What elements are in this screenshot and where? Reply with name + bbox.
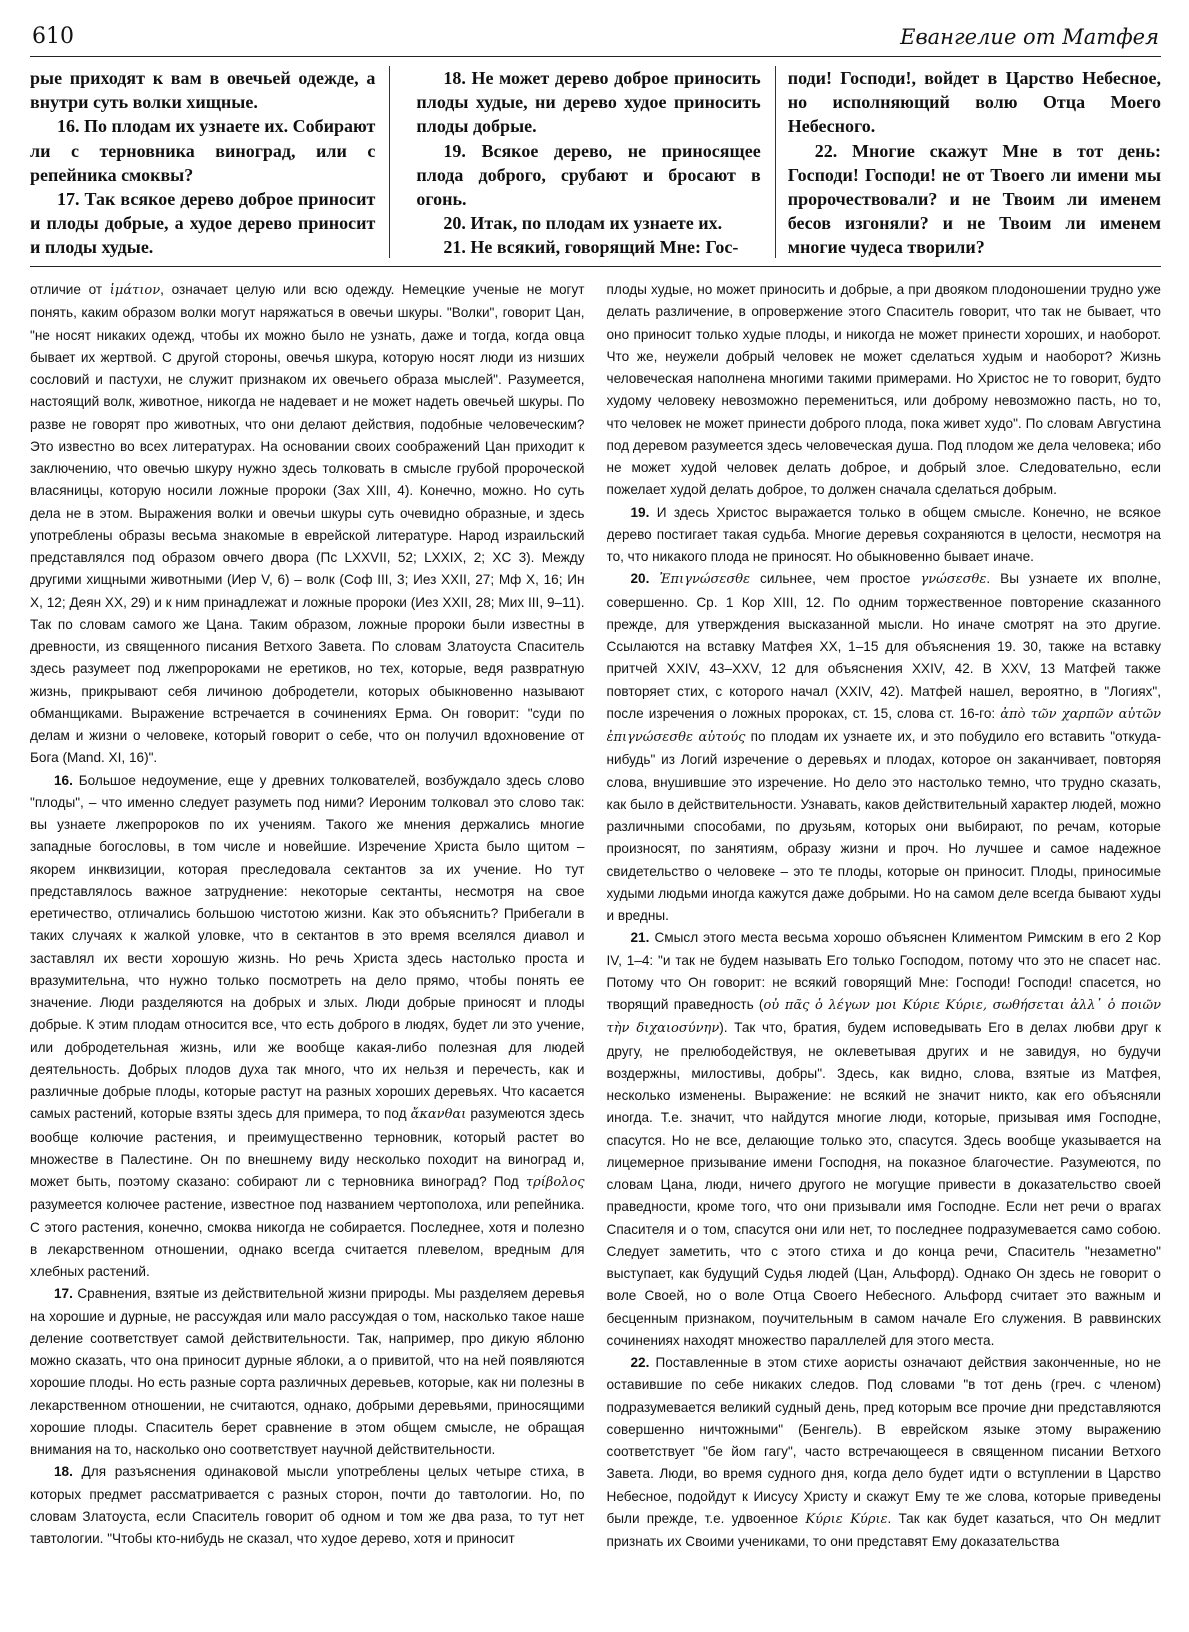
greek-word: γνώσεσθε [920,572,987,588]
commentary-paragraph: 21. Смысл этого места весьма хорошо объяснен Климентом Римским в его 2 Кор IV, 1–4: "и так не будем называть Его только Господом, потому что это не спасет нас. Потому что Он говорит: не всякий говорящий Мне: Господи! Господи! спасется, но творящий праведность (οὐ πᾶς ὁ λέγων μοι Κύριε Κύριε, σωθήσεται ἀλλ᾽ ὁ ποιῶν τὴν διχαιοσύνην). Так что, братия, будем исповедывать Его в делах любви друг к другу, не прелюбодействуя, не оклеветывая других и не завидуя, но будучи воздержны, милостивы, добры". Здесь, как видно, слова, взятые из Матфея, несколько изменены. Выражение: не всякий не значит никто, как его объясняли иногда. Т.е. значит, что найдутся многие люди, которые, призывая имя Господне, спасутся. Но не все, делающие только это, спасутся. Здесь вообще указывается на лицемерное призывание имени Господня, на показное благочестие. Разумеются, по словам Цана, люди, ничего другого не могущие привести в доказательство своей праведности, кроме того, что они призывали имя Господне. Если нет речи о врагах Спасителя и о том, спасутся они или нет, то последнее подразумевается само собою. Следует заметить, что с этого стиха и до конца речи, Спаситель "незаметно" выступает, как будущий Судья людей (Цан, Альфорд). Однако Он здесь не говорит о воле Своей, но о воле Отца Своего Небесного. Альфорд считает это важным и бесценным признаком, поучительным в самом начале Его служения. В раввинских сочинениях находят множество параллелей для этого места. [606,930,1161,1348]
commentary-column-left [30,279,585,1614]
verse-text: поди! Господи!, войдет в Царство Небесное, но исполняющий волю Отца Моего Небесного. [787,68,1161,137]
verse-text: рые приходят к вам в овечьей одежде, а внутри суть волки хищные. [30,68,376,113]
commentary-paragraph: 19. И здесь Христос выражается только в общем смысле. Конечно, не всякое дерево постигает такая судьба. Многие деревья сохраняются в целости, несмотря на то, что никакого плода не приносят. Но обыкновенно бывает иначе. [606,504,1161,564]
verse-column-1 [30,66,389,258]
commentary-paragraph: 16. Большое недоумение, еще у древних толкователей, возбуждало здесь слово "плоды", – что именно следует разуметь под ними? Иероним толковал это слово так: вы узнаете лжепророков по их учениям. Такого же мнения держались многие западные богословы, в том числе и новейшие. Изречение Христа было щитом – якорем инквизиции, которая преследовала сектантов за их учение. Но тут представлялось важное затруднение: некоторые сектанты, несмотря на свое еретичество, отличались большою чистотою жизни. Как это объяснить? Прибегали в таких случаях к жалкой уловке, что в сектантов в это время вселялся диавол и заставлял их вести хорошую жизнь. Но речь Христа здесь настолько проста и вразумительна, что нужно только посмотреть на дело прямо, чтобы понять ее значение. Люди разделяются на добрых и злых. Люди добрые приносят и плоды добрые. К этим плодам относится все, что есть доброго в людях, будет ли это учение, или добродетельная жизнь, или же вообще какая-либо полезная для людей деятельность. Добрых плодов духа так много, что их нельзя и перечесть, как и различные добрые плоды, которые растут на разных хороших деревьях. Что касается самых растений, которые взяты здесь для примера, то под ἄκανθαι разумеются здесь вообще колючие растения, и преимущественно терновник, который растет во множестве в Палестине. Он по внешнему виду несколько походит на виноград и, может быть, поэтому сказано: собирают ли с терновника виноград? Под τρίβολος разумеется колючее растение, известное под названием чертополоха, или репейника. С этого растения, конечно, смоква никогда не собирается. Последнее, хотя и полезно в лекарственном отношении, однако всегда считается плевелом, вредным для хлебных растений. [30,772,585,1279]
verse-text: 16. По плодам их узнаете их. Собирают ли с терновника виноград, или с репейника смоквы? [30,116,376,185]
greek-phrase: ἀπὸ τῶν χαρπῶν αὐτῶν ἐπιγνώσεσθε αὐτούς [606,706,1161,745]
verse-number: 19. [630,504,650,520]
verse-column-3 [775,66,1161,258]
verse-number: 20. [630,571,650,587]
verse-number: 17. [54,1286,73,1302]
verse-divider [30,266,1161,267]
page-number: 610 [32,24,74,49]
running-title: Евангелие от Матфея [900,25,1159,49]
verse-text: 18. Не может дерево доброе приносить плоды худые, ни дерево худое приносить плоды добрые. [416,68,761,137]
greek-word: Ἐπιγνώσεσθε [659,572,750,588]
greek-phrase: οὐ πᾶς ὁ λέγων μοι Κύριε Κύριε, σωθήσεται ἀλλ᾽ ὁ ποιῶν τὴν διχαιοσύνην [606,998,1161,1037]
verse-number: 16. [54,772,73,788]
commentary-column-right [607,279,1162,1614]
verse-number: 22. [630,1355,650,1370]
commentary-paragraph: 18. Для разъяснения одинаковой мысли употреблены целых четыре стиха, в которых предмет рассматривается с разных сторон, почти до тавтологии. Но, по словам Златоуста, если Спаситель говорит об одном и том же два раза, то тут нет тавтологии. "Чтобы кто-нибудь не сказал, что худое дерево, хотя и приносит [30,1464,585,1546]
verse-column-2 [389,66,774,258]
commentary-paragraph: 22. Поставленные в этом стихе аористы означают действия законченные, но не оставившие по себе никаких следов. Под словами "в тот день (греч. с членом) подразумевается великий судный день, пред которым все прочие дни представляются совершенно ничтожными" (Бенгель). В еврейском языке этому выражению соответствует "бе йом гагу", часто встречающееся в священном писании Ветхого Завета. Люди, во время судного дня, когда дело будет идти о вступлении в Царство Небесное, подойдут к Иисусу Христу и скажут Ему те же слова, которые приведены были прежде, т.е. удвоенное Κύριε Κύριε. Так как будет казаться, что Он медлит признать их Своими учениками, то они представят Ему доказательства [606,1355,1161,1549]
commentary-paragraph: 17. Сравнения, взятые из действительной жизни природы. Мы разделяем деревья на хорошие и дурные, не рассуждая или мало рассуждая о том, насколько такое наше деление соответствует самой действительности. Так, например, про дикую яблоню можно сказать, что она приносит дурные яблоки, а о привитой, что на ней появляются хорошие плоды. Но есть разные сорта различных деревьев, которые, как ни полезны в лекарственном отношении, не считаются, однако, добрыми деревьями, приносящими хорошие плоды. Спаситель берет сравнение в этом общем смысле, не обращая внимания на то, насколько оно соответствует научной действительности. [30,1286,585,1457]
commentary-paragraph: плоды худые, но может приносить и добрые, а при двояком плодоношении трудно уже делать различение, в опровержение этого Спаситель говорит, что так не бывает, что оно приносит только худые плоды, и никогда не может принести хороших, и наоборот. Что же, неужели добрый человек не может сделаться худым и наоборот? Жизнь человеческая наполнена многими такими примерами. Но Христос не то говорит, будто худому человеку невозможно перемениться, или доброму невозможно пасть, но то, что человек не может принести доброго плода, пока живет худо". По словам Августина под деревом разумеется здесь человеческая душа. Под плодом же дела человека; ибо не может худой человек делать доброе, и добрый злое. Следовательно, если пожелает худой делать доброе, то должен сначала сделаться добрым. [606,282,1161,498]
verse-text: 22. Многие скажут Мне в тот день: Господи! Господи! не от Твоего ли имени мы пророчествовали? и не Твоим ли именем бесов изгоняли? и не Твоим ли именем многие чудеса творили? [787,140,1161,258]
commentary-paragraph: отличие от ἱμάτιον, означает целую или всю одежду. Немецкие ученые не могут понять, каким образом волки могут наряжаться в овечьи шкуры. "Волки", говорит Цан, "не носят никаких одежд, чтобы их можно было не узнать, даже и тогда, когда овца бывает их жертвой. С другой стороны, овечья шкура, которую носят люди из низших сословий и пастухи, не служит признаком их овечьего образа мыслей". Разумеется, настоящий волк, животное, никогда не надевает и не может надеть овечьей шкуры. По разве не говорят про животных, что они делают действия, подобные человеческим? Это известно во всех литературах. На основании своих соображений Цан приходит к заключению, что овечью шкуру нужно здесь толковать в смысле грубой пророческой власяницы, которую носили ложные пророки (Зах XIII, 4). Конечно, можно. Но суть дела не в этом. Выражения волки и овечьи шкуры суть очевидно образные, и здесь употреблены образы весьма знакомые в еврейской литературе. Народ израильский представлялся под образом овчего двора (Пс LXXVII, 52; LXXIX, 2; XC 3). Между другими хищными животными (Иер V, 6) – волк (Соф III, 3; Иез XXII, 27; Мф X, 16; Ин X, 12; Деян XX, 29) и к ним принадлежат и ложные пророки (Иез XXII, 28; Мих III, 9–11). Так по словам самого же Цана. Таким образом, ложные пророки были известны в древности, из священного писания Ветхого Завета. По словам Златоуста Спаситель здесь разумеет под лжепророками не еретиков, но тех, которые, ведя развратную жизнь, прикрывают себя личиною добродетели, которых обыкновенно называют обманщиками. Выражение встречается в сочинениях Ерма. Он говорит: "суди по делам и жизни о человеке, который говорит о себе, что он получил вдохновение от Бога (Mand. XI, 16)". [30,282,585,766]
verse-text: 21. Не всякий, говорящий Мне: Гос- [443,237,739,258]
greek-word: τρίβολος [525,1175,585,1190]
verse-number: 21. [630,930,650,946]
verse-text: 17. Так всякое дерево доброе приносит и плоды добрые, а худое дерево приносит и плоды худые. [30,189,376,258]
page-header [30,22,1161,57]
commentary-paragraph: 20. Ἐπιγνώσεσθε сильнее, чем простое γνώσεσθε. Вы узнаете их вполне, совершенно. Ср. 1 Кор XIII, 12. По одним торжественное повторение сказанного прежде, для утверждения высказанной мысли. Но иначе смотрят на это другие. Ссылаются на вставку Матфея XX, 1–15 для объяснения 19. 30, также на вставку притчей XXIV, 43–XXV, 12 для объяснения XXIV, 42. В XXV, 13 Матфей также повторяет стих, с которого начал (XXIV, 42). Матфей нашел, вероятно, в "Логиях", после изречения о ложных пророках, ст. 15, слова ст. 16-го: ἀπὸ τῶν χαρπῶν αὐτῶν ἐπιγνώσεσθε αὐτούς по плодам их узнаете их, и это побудило его вставить "откуда-нибудь" из Логий изречение о деревьях и плодах, которое он заканчивает, повторяя слова, внушившие это изречение. Но дело это настолько темно, что трудно сказать, как было в действительности. Узнавать, каков действительный характер людей, можно различными способами, по друзьям, которых они выбирают, по речам, которые произносят, по занятиям, образу жизни и проч. Но лучшее и самое надежное свидетельство о человеке – это те плоды, которые он приносит. Плоды, приносимые худыми людьми иногда кажутся даже добрыми. Но на самом деле всегда бывают худы и вредны. [606,571,1161,923]
verse-text: 19. Всякое дерево, не приносящее плода доброго, срубают и бросают в огонь. [416,140,761,210]
verse-text: 20. Итак, по плодам их узнаете их. [443,213,723,234]
greek-word: ἱμάτιον [109,283,161,298]
greek-word: ἄκανθαι [410,1107,467,1123]
commentary [30,279,1161,1614]
scripture-verses [30,66,1161,258]
greek-phrase: Κύριε Κύριε [805,1511,888,1527]
verse-number: 18. [54,1464,73,1480]
